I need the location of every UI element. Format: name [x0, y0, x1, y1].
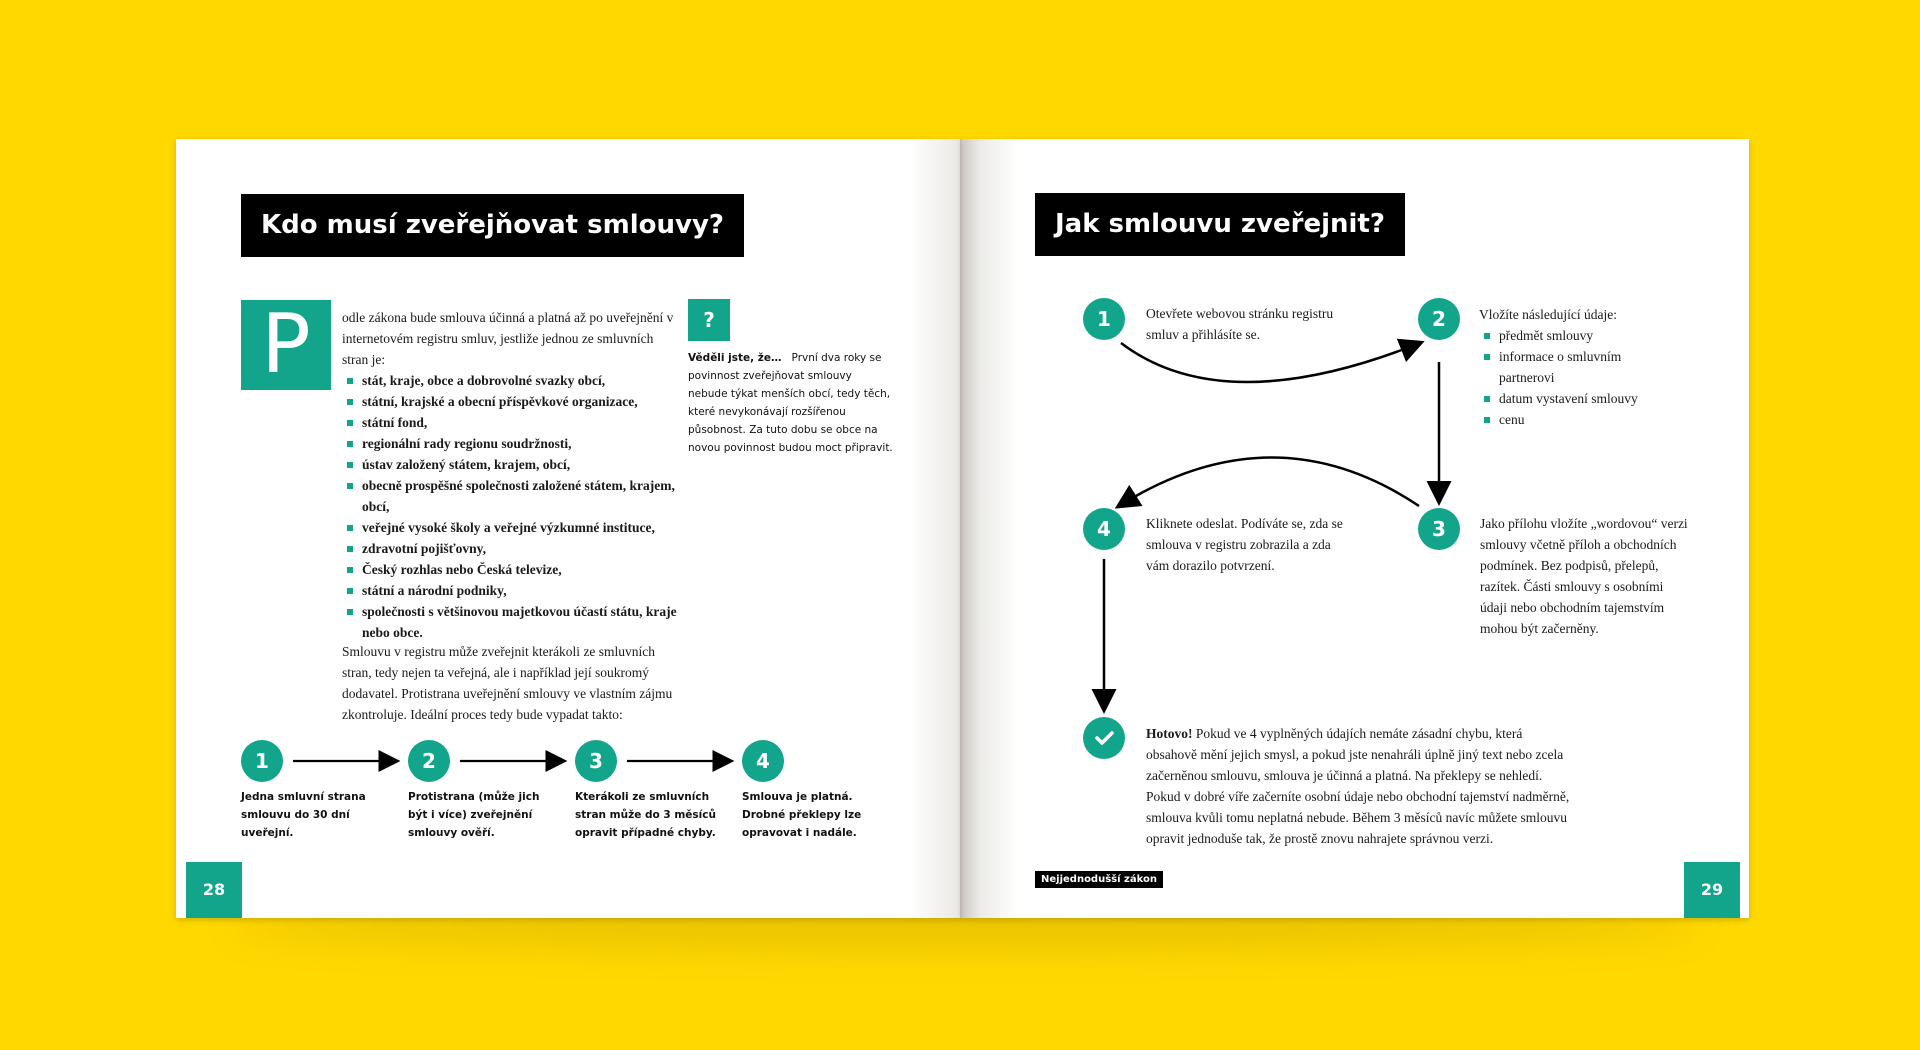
arrow-step1-step2	[1121, 343, 1420, 382]
list-item: obecně prospěšné společnosti založené státem, krajem, obcí,	[342, 475, 677, 517]
arrow-step3-step4	[1119, 458, 1419, 507]
list-item: veřejné vysoké školy a veřejné výzkumné instituce,	[342, 517, 677, 538]
flow-step-2-list	[1479, 325, 1639, 430]
list-item: státní fond,	[342, 412, 677, 433]
footer-tag: Nejjednodušší zákon	[1035, 871, 1163, 888]
list-item: cenu	[1479, 409, 1639, 430]
page-number-left: 28	[186, 862, 242, 918]
list-item: regionální rady regionu soudržnosti,	[342, 433, 677, 454]
step-4-caption: Smlouva je platná. Drobné překlepy lze opravovat i nadále.	[742, 791, 862, 839]
step-4-circle: 4	[742, 740, 784, 782]
flow-step-3-text: Jako přílohu vložíte „wordovou“ verzi smlouvy včetně příloh a obchodních podmínek. Bez podpisů, přelepů, razítek. Části smlouvy s osobními údaji nebo obchodním tajemstvím mohou být začerněny.	[1480, 516, 1688, 636]
done-body: Pokud ve 4 vyplněných údajích nemáte zásadní chybu, která obsahově mění jejich smysl, a pokud jste nenahráli úplně jiný text nebo zcela začerněnou smlouvu, smlouva je účinná a platná. Na překlepy se nehledí. Pokud v dobré víře začerníte osobní údaje nebo obchodní tajemství nadměrně, smlouva kvůli tomu neplatná nebude. Během 3 měsíců navíc můžete smlouvu opravit jednoduše tak, že prostě znovu nahrajete správnou verzi.	[1146, 726, 1570, 846]
question-icon: ?	[688, 299, 730, 341]
list-item: státní, krajské a obecní příspěvkové organizace,	[342, 391, 677, 412]
flow-step-3-circle: 3	[1418, 508, 1460, 550]
drop-cap: P	[241, 300, 331, 390]
list-item: předmět smlouvy	[1479, 325, 1639, 346]
step-2-circle: 2	[408, 740, 450, 782]
intro-paragraph: odle zákona bude smlouva účinná a platná až po uveřejnění v internetovém registru smluv, jestliže jednou ze smluvních stran je:	[342, 310, 674, 367]
step-2-caption: Protistrana (může jich být i více) zveřejnění smlouvy ověří.	[408, 791, 540, 839]
list-item: ústav založený státem, krajem, obcí,	[342, 454, 677, 475]
done-text	[1146, 723, 1576, 849]
page-number-right: 29	[1684, 862, 1740, 918]
flow-step-4-text: Kliknete odeslat. Podíváte se, zda se smlouva v registru zobrazila a zda vám dorazilo potvrzení.	[1146, 516, 1343, 573]
sidebar-title: Věděli jste, že…	[688, 352, 782, 364]
right-page	[964, 139, 1749, 918]
list-item: datum vystavení smlouvy	[1479, 388, 1639, 409]
step-3-caption: Kterákoli ze smluvních stran může do 3 měsíců opravit případné chyby.	[575, 791, 716, 839]
right-page-heading: Jak smlouvu zveřejnit?	[1035, 193, 1405, 256]
flow-step-1-text: Otevřete webovou stránku registru smluv a přihlásíte se.	[1146, 306, 1334, 342]
step-1-circle: 1	[241, 740, 283, 782]
list-item: stát, kraje, obce a dobrovolné svazky obcí,	[342, 370, 677, 391]
done-title: Hotovo!	[1146, 726, 1193, 741]
check-icon	[1083, 717, 1125, 759]
list-item: společnosti s většinovou majetkovou účastí státu, kraje nebo obce.	[342, 601, 677, 643]
list-item: zdravotní pojišťovny,	[342, 538, 677, 559]
flow-step-2-circle: 2	[1418, 298, 1460, 340]
process-paragraph: Smlouvu v registru může zveřejnit kterákoli ze smluvních stran, tedy nejen ta veřejná, ale i například její soukromý dodavatel. Protistrana uveřejnění smlouvy ve vlastním zájmu zkontroluje. Ideální proces tedy bude vypadat takto:	[342, 644, 673, 722]
flow-step-1-circle: 1	[1083, 298, 1125, 340]
list-item: Český rozhlas nebo Česká televize,	[342, 559, 677, 580]
step-1-caption: Jedna smluvní strana smlouvu do 30 dní uveřejní.	[241, 791, 366, 839]
list-item: informace o smluvním partnerovi	[1479, 346, 1639, 388]
left-page	[176, 139, 964, 918]
left-page-heading: Kdo musí zveřejňovat smlouvy?	[241, 194, 744, 257]
flow-step-2-title: Vložíte následující údaje:	[1479, 307, 1617, 322]
step-3-circle: 3	[575, 740, 617, 782]
flow-step-2-text	[1479, 304, 1699, 430]
flow-step-4-circle: 4	[1083, 508, 1125, 550]
list-item: státní a národní podniky,	[342, 580, 677, 601]
sidebar-text: První dva roky se povinnost zveřejňovat smlouvy nebude týkat menších obcí, tedy těch, které nevykonávají rozšířenou působnost. Za tuto dobu se obce na novou povinnost budou moct připravit.	[688, 352, 893, 454]
